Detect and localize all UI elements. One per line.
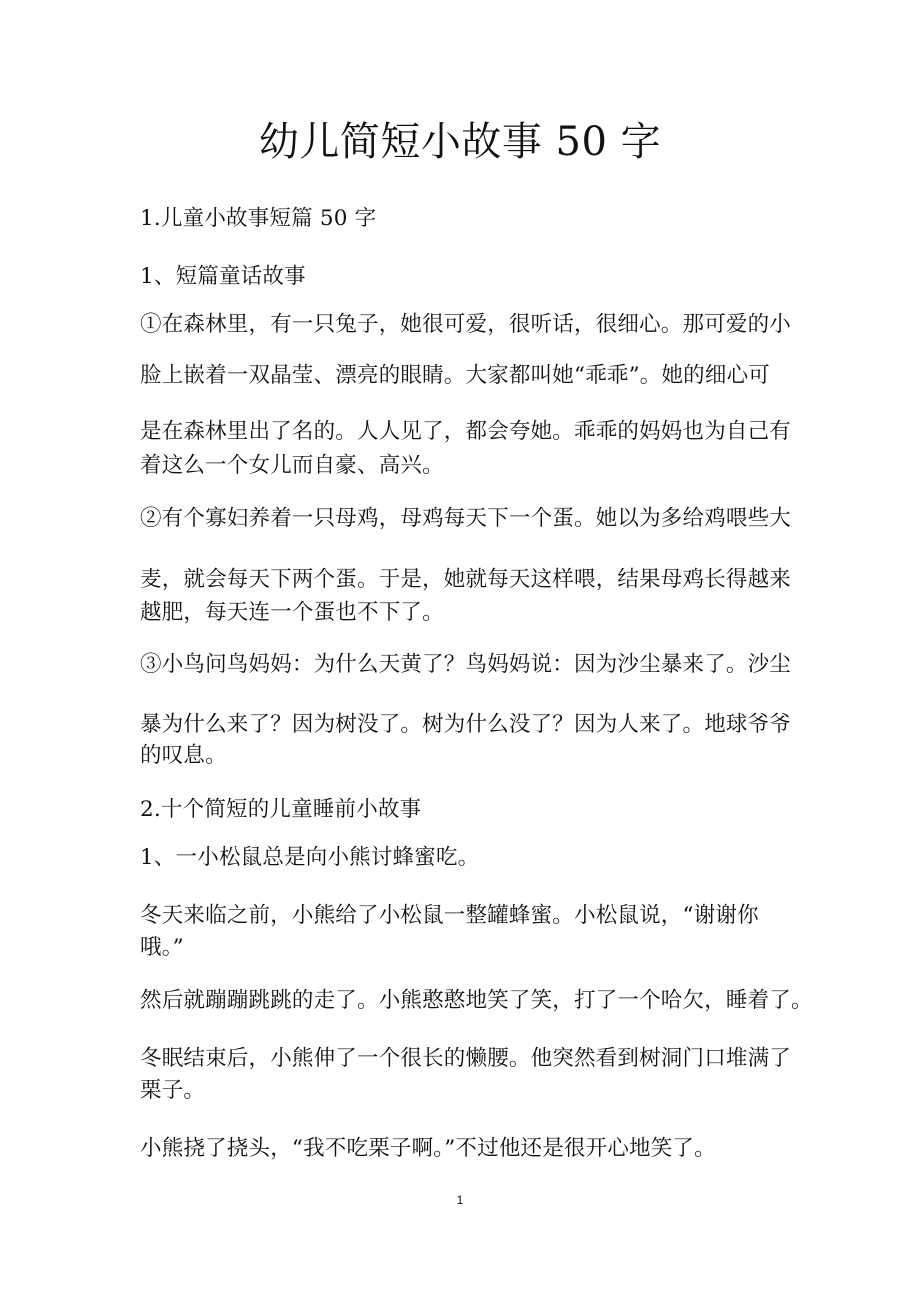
section-heading: 2.十个简短的儿童睡前小故事 bbox=[140, 797, 422, 822]
paragraph-line: 的叹息。 bbox=[140, 743, 227, 768]
paragraph-line: 着这么一个女儿而自豪、高兴。 bbox=[140, 453, 444, 478]
paragraph-line: 冬眠结束后，小熊伸了一个很长的懒腰。他突然看到树洞门口堆满了 bbox=[140, 1046, 792, 1071]
paragraph-line: 哦。” bbox=[140, 935, 184, 960]
paragraph-line: 麦，就会每天下两个蛋。于是，她就每天这样喂，结果母鸡长得越来 bbox=[140, 567, 792, 592]
section-heading: 1.儿童小故事短篇 50 字 bbox=[140, 206, 377, 231]
paragraph-line: 栗子。 bbox=[140, 1078, 206, 1103]
page-number: 1 bbox=[456, 1193, 464, 1207]
paragraph-line: 是在森林里出了名的。人人见了，都会夸她。乖乖的妈妈也为自己有 bbox=[140, 419, 792, 444]
paragraph-line: 小熊挠了挠头，“我不吃栗子啊。”不过他还是很开心地笑了。 bbox=[140, 1136, 716, 1161]
paragraph-line: 然后就蹦蹦跳跳的走了。小熊憨憨地笑了笑，打了一个哈欠，睡着了。 bbox=[140, 988, 813, 1013]
paragraph-line: ①在森林里，有一只兔子，她很可爱，很听话，很细心。那可爱的小 bbox=[140, 312, 792, 337]
paragraph-line: ②有个寡妇养着一只母鸡，母鸡每天下一个蛋。她以为多给鸡喂些大 bbox=[140, 506, 792, 531]
paragraph-line: 越肥，每天连一个蛋也不下了。 bbox=[140, 600, 444, 625]
paragraph-line: ③小鸟问鸟妈妈：为什么天黄了？鸟妈妈说：因为沙尘暴来了。沙尘 bbox=[140, 652, 792, 677]
paragraph-line: 冬天来临之前，小熊给了小松鼠一整罐蜂蜜。小松鼠说，“谢谢你 bbox=[140, 903, 759, 928]
paragraph-line: 脸上嵌着一双晶莹、漂亮的眼睛。大家都叫她“乖乖”。她的细心可 bbox=[140, 363, 770, 388]
subheading: 1、一小松鼠总是向小熊讨蜂蜜吃。 bbox=[140, 845, 480, 870]
subheading: 1、短篇童话故事 bbox=[140, 264, 306, 289]
paragraph-line: 暴为什么来了？因为树没了。树为什么没了？因为人来了。地球爷爷 bbox=[140, 712, 792, 737]
document-title: 幼儿简短小故事 50 字 bbox=[258, 119, 662, 165]
